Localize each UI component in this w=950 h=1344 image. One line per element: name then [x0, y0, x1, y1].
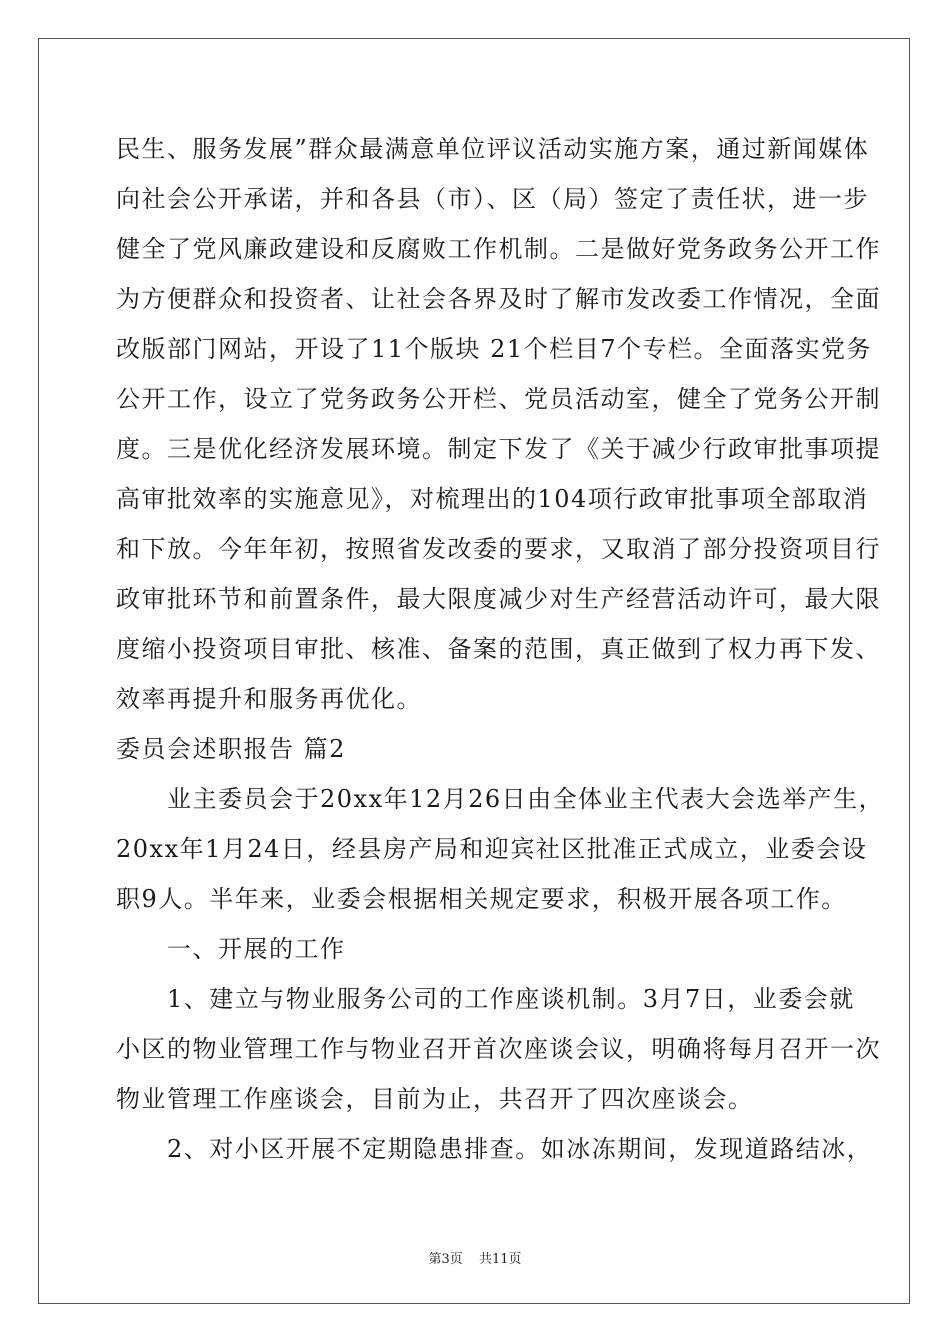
text-line: 和下放。今年年初，按照省发改委的要求，又取消了部分投资项目行 — [116, 535, 881, 563]
text-line: 民生、服务发展”群众最满意单位评议活动实施方案，通过新闻媒体 — [116, 135, 870, 163]
subheading: 一、开展的工作 — [116, 935, 346, 963]
text-line: 为方便群众和投资者、让社会各界及时了解市发改委工作情况，全面 — [116, 285, 881, 313]
text-line: 度。三是优化经济发展环境。制定下发了《关于减少行政审批事项提 — [116, 435, 881, 463]
text-line: 公开工作，设立了党务政务公开栏、党员活动室，健全了党务公开制 — [116, 385, 881, 413]
section-heading: 委员会述职报告 篇2 — [116, 735, 346, 763]
text-line: 业主委员会于20xx年12月26日由全体业主代表大会选举产生， — [116, 785, 885, 813]
text-line: 政审批环节和前置条件，最大限度减少对生产经营活动许可，最大限 — [116, 585, 881, 613]
text-line: 小区的物业管理工作与物业召开首次座谈会议，明确将每月召开一次 — [116, 1035, 881, 1063]
document-body — [116, 124, 885, 1174]
text-line: 效率再提升和服务再优化。 — [116, 685, 422, 713]
text-line: 20xx年1月24日，经县房产局和迎宾社区批准正式成立，业委会设 — [116, 835, 868, 863]
text-line: 改版部门网站，开设了11个版块 21个栏目7个专栏。全面落实党务 — [116, 335, 872, 363]
text-line: 度缩小投资项目审批、核准、备案的范围，真正做到了权力再下发、 — [116, 635, 881, 663]
text-line: 职9人。半年来，业委会根据相关规定要求，积极开展各项工作。 — [116, 885, 847, 913]
text-line: 2、对小区开展不定期隐患排查。如冰冻期间，发现道路结冰， — [116, 1135, 873, 1163]
text-line: 1、建立与物业服务公司的工作座谈机制。3月7日，业委会就 — [116, 985, 855, 1013]
text-line: 向社会公开承诺，并和各县（市）、区（局）签定了责任状，进一步 — [116, 185, 869, 213]
text-line: 高审批效率的实施意见》，对梳理出的104项行政审批事项全部取消 — [116, 485, 869, 513]
page-total: 共11页 — [478, 1252, 522, 1267]
text-line: 物业管理工作座谈会，目前为止，共召开了四次座谈会。 — [116, 1085, 754, 1113]
page-footer — [0, 1248, 950, 1267]
text-line: 健全了党风廉政建设和反腐败工作机制。二是做好党务政务公开工作 — [116, 235, 881, 263]
page-number: 第3页 — [428, 1252, 463, 1267]
